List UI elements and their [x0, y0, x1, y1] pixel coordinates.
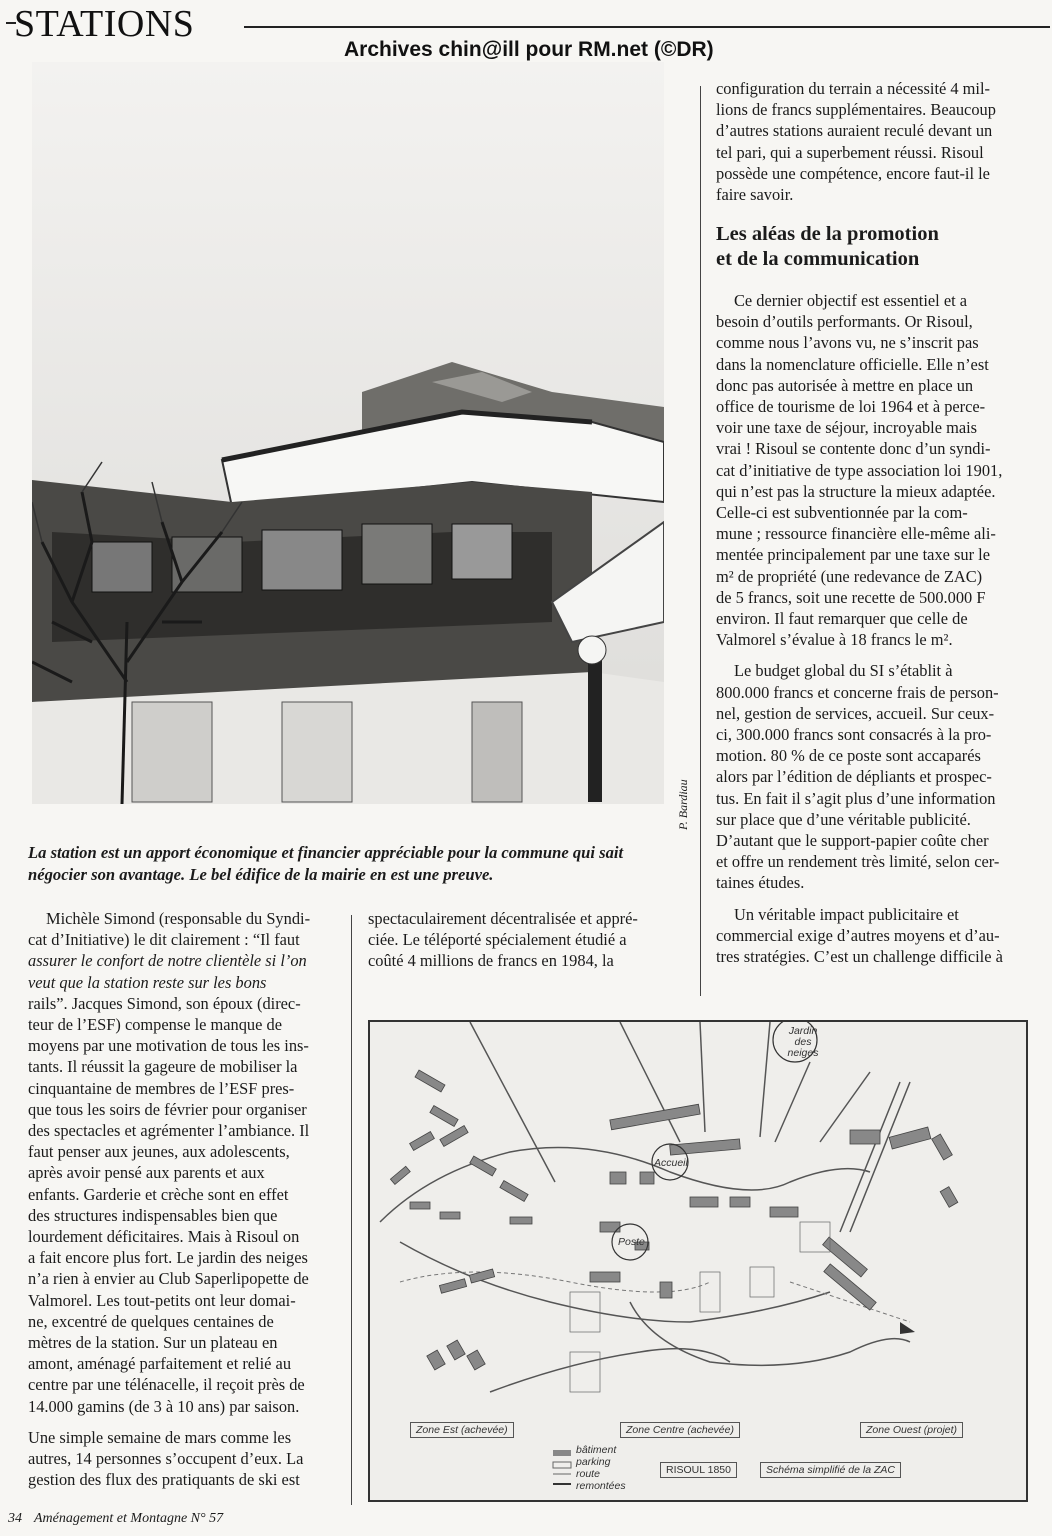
text-line: faire savoir. — [716, 185, 794, 205]
legend-item: parking — [576, 1456, 611, 1468]
text-line: 14.000 gamins (de 3 à 10 ans) par saison. — [28, 1396, 300, 1416]
text-line: gestion des flux des pratiquants de ski est — [28, 1470, 300, 1490]
text-line: Valmorel. Les tout-petits ont leur domai- — [28, 1290, 296, 1310]
text-line: d’autres stations auraient reculé devant un — [716, 121, 993, 141]
text-line: Ce dernier objectif est essentiel et a — [734, 291, 968, 310]
text-line: dans la nomenclature officielle. Elle n’est — [716, 354, 989, 374]
text-line: possède une compétence, encore faut-il le — [716, 163, 990, 183]
text-line: cat d’initiative de type association loi 1901, — [716, 460, 1003, 480]
text-line: mentée principalement par une taxe sur le — [716, 545, 990, 565]
text-line: taines études. — [716, 873, 805, 893]
text-line: Une simple semaine de mars comme les — [28, 1427, 292, 1447]
text-line: et offre un rendement très limité, selon cer- — [716, 852, 1000, 872]
text-line: comme nous l’avons vu, ne s’inscrit pas — [716, 333, 979, 353]
text-line: D’autant que le support-papier coûte cher — [716, 831, 989, 851]
text-line: n’a rien à envier au Club Saperlipopette de — [28, 1269, 309, 1289]
text-line: environ. Il faut remarquer que celle de — [716, 609, 968, 629]
text-line: Le budget global du SI s’établit à — [734, 661, 953, 681]
text-line: 800.000 francs et concerne frais de person- — [716, 682, 999, 702]
text-line: vrai ! Risoul se contente donc d’un syndi- — [716, 439, 991, 459]
text-line: nel, gestion de services, accueil. Sur ceux- — [716, 703, 995, 723]
map-label-jardin: Jardin des neiges — [787, 1025, 819, 1059]
text-line: Michèle Simond (responsable du Syndi- — [46, 909, 311, 928]
text-line: tel pari, qui a superbement réussi. Risoul — [716, 142, 984, 162]
text-line: coûté 4 millions de francs en 1984, la — [368, 951, 614, 971]
text-line: Celle-ci est subventionnée par la com- — [716, 503, 968, 523]
text-line: autres, 14 personnes s’occupent d’eux. La — [28, 1449, 304, 1469]
text-line: enfants. Garderie et crèche sont en effet — [28, 1184, 289, 1204]
photo-caption: La station est un apport économique et financier appréciable pour la commune qui sait négocier son avantage. Le bel édifice de la mairie en est une preuve. — [28, 843, 624, 884]
text-line: spectaculairement décentralisée et appré- — [368, 909, 638, 928]
text-line: assurer le confort de notre clientèle si l’on — [28, 951, 307, 971]
text-line: tants. Il réussit la gageure de mobiliser la — [28, 1057, 298, 1077]
text-line: tres stratégies. C’est un challenge difficile à — [716, 947, 1003, 967]
column-rule-left — [351, 915, 352, 1505]
text-line: voir une taxe de séjour, incroyable mais — [716, 418, 978, 438]
text-line: motion. 80 % de ce poste sont accaparés — [716, 746, 981, 766]
text-line: besoin d’outils performants. Or Risoul, — [716, 312, 973, 332]
text-line: cat d’Initiative) le dit clairement : “Il faut — [28, 930, 300, 950]
text-line: mune ; ressource financière elle-même ali- — [716, 524, 996, 544]
text-line: que tous les soirs de février pour organiser — [28, 1099, 307, 1119]
text-line: mètres de la station. Sur un plateau en — [28, 1333, 278, 1353]
text-line: lourdement déficitaires. Mais à Risoul on — [28, 1227, 300, 1247]
section-heading — [716, 222, 1016, 272]
text-line: ne, excentré de quelques centaines de — [28, 1311, 274, 1331]
map-label-accueil: Accueil — [654, 1157, 688, 1169]
heading-line: Les aléas de la promotion — [716, 223, 939, 245]
text-line: lions de francs supplémentaires. Beaucoup — [716, 100, 996, 120]
map-legend — [576, 1444, 626, 1492]
text-line: commercial exige d’autres moyens et d’au- — [716, 925, 1000, 945]
text-line: configuration du terrain a nécessité 4 mil- — [716, 79, 990, 98]
text-line: Un véritable impact publicitaire et — [734, 904, 959, 924]
map-label-zone-est: Zone Est (achevée) — [410, 1422, 514, 1438]
section-title: STATIONS — [14, 3, 195, 45]
text-line: donc pas autorisée à mettre en place un — [716, 375, 974, 395]
right-paragraphs — [716, 290, 1020, 967]
text-line: moyens par une motivation de tous les ins- — [28, 1036, 309, 1056]
text-line: de 5 francs, soit une recette de 500.000 F — [716, 587, 986, 607]
left-paragraphs — [28, 908, 336, 1490]
text-line: qui n’est pas la structure la mieux adaptée. — [716, 481, 996, 501]
text-line: amont, aménagé parfaitement et relié au — [28, 1354, 292, 1374]
text-line: des spectacles et agrémenter l’ambiance. Il — [28, 1121, 310, 1141]
right-intro — [716, 78, 1020, 205]
heading-line: et de la communication — [716, 248, 920, 270]
photo-illustration — [32, 62, 664, 804]
text-line: cinquantaine de membres de l’ESF pres- — [28, 1078, 295, 1098]
text-line: rails”. Jacques Simond, son époux (direc- — [28, 993, 301, 1013]
text-line: teur de l’ESF) compense le manque de — [28, 1015, 282, 1035]
text-line: sur place que d’une véritable publicité. — [716, 809, 971, 829]
photo-credit: P. Bardiau — [676, 779, 690, 830]
text-line: après avoir pensé aux parents et aux — [28, 1163, 265, 1183]
text-line: centre par une télénacelle, il reçoit près de — [28, 1375, 305, 1395]
column-rule-right — [700, 86, 701, 996]
legend-item: route — [576, 1468, 600, 1480]
text-line: des structures indispensables bien que — [28, 1205, 278, 1225]
text-line: veut que la station reste sur les bons — [28, 972, 267, 992]
map-label-risoul: RISOUL 1850 — [660, 1462, 737, 1478]
text-line: tus. En fait il s’agit plus d’une information — [716, 788, 996, 808]
map-label-zone-ouest: Zone Ouest (projet) — [860, 1422, 963, 1438]
text-line: ciée. Le téléporté spécialement étudié a — [368, 930, 627, 950]
zac-schema-map — [368, 1020, 1028, 1502]
page-number: 34 — [8, 1511, 22, 1526]
magazine-name: Aménagement et Montagne N° 57 — [34, 1511, 224, 1526]
header-rule-right — [244, 26, 1050, 28]
legend-item: remontées — [576, 1480, 626, 1492]
map-label-poste: Poste — [618, 1236, 645, 1248]
text-line: office de tourisme de loi 1964 et à perce- — [716, 397, 986, 417]
map-label-zone-centre: Zone Centre (achevée) — [620, 1422, 740, 1438]
map-label-schema: Schéma simplifié de la ZAC — [760, 1462, 901, 1478]
text-line: ci, 300.000 francs sont consacrés à la pro- — [716, 725, 992, 745]
text-line: m² de propriété (une redevance de ZAC) — [716, 566, 983, 586]
middle-paragraph — [368, 908, 676, 972]
text-line: faut penser aux jeunes, aux adolescents, — [28, 1142, 290, 1162]
legend-item: bâtiment — [576, 1444, 617, 1456]
archive-note: Archives chin@ill pour RM.net (©DR) — [344, 38, 714, 61]
text-line: alors par l’édition de dépliants et prospec- — [716, 767, 992, 787]
text-line: a fait encore plus fort. Le jardin des neiges — [28, 1248, 308, 1268]
text-line: Valmorel s’évalue à 18 francs le m². — [716, 630, 953, 650]
photo-mairie — [32, 62, 664, 804]
